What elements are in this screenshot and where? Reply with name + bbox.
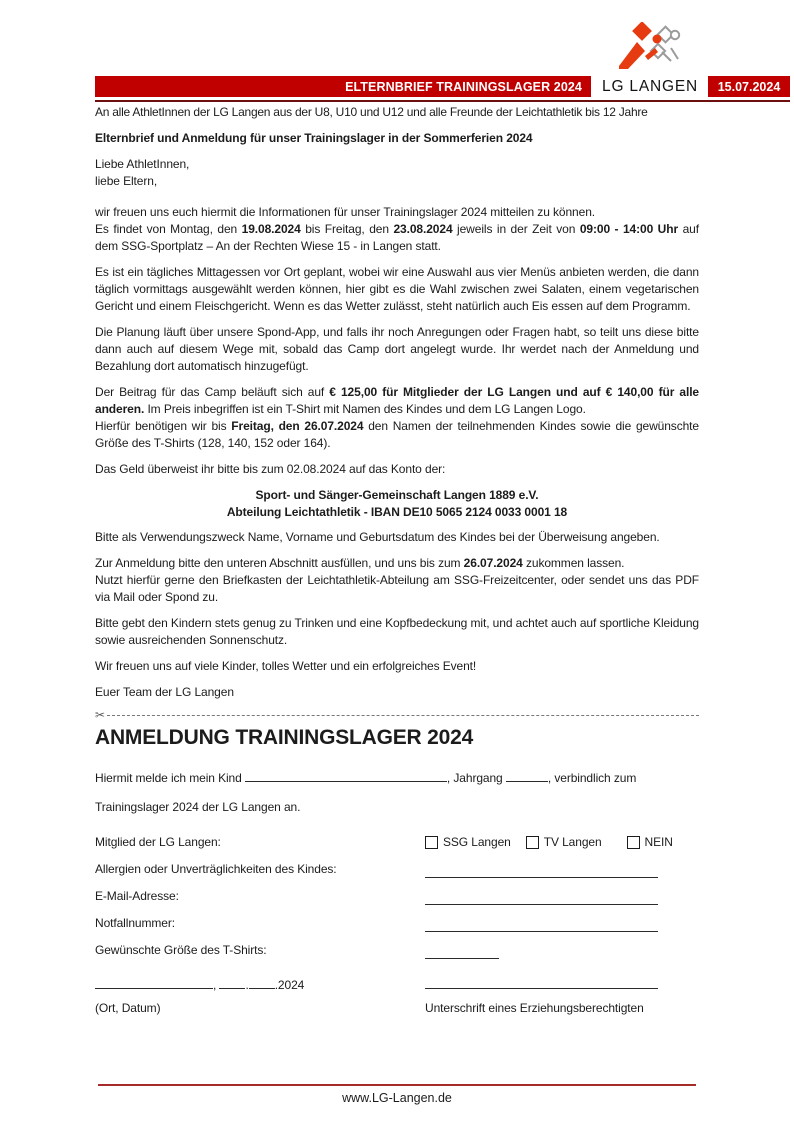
cut-here-line — [95, 710, 699, 720]
paragraph-reference: Bitte als Verwendungszweck Name, Vorname und Geburtsdatum des Kindes bei der Überweisung angeben. — [95, 530, 660, 544]
emergency-number-label: Notfallnummer: — [95, 916, 175, 930]
paragraph-meals: Es ist ein tägliches Mittagessen vor Ort geplant, wobei wir eine Auswahl aus vier Menüs anbieten werden, die dann täglich vormittags ausgewählt werden können, hier gibt es die Wahl zwischen zwei Salaten, einem vegetarischen Gericht und einem Fleischgericht. Wenn es das Wetter zulässt, steht natürlich auch Eis essen auf dem Programm. — [95, 265, 699, 313]
form-row-emergency-number — [95, 915, 699, 932]
signature-labels — [95, 1000, 699, 1017]
recipient-line: An alle AthletInnen der LG Langen aus der U8, U10 und U12 und alle Freunde der Leichtathletik bis 12 Jahre — [95, 105, 648, 119]
signature-line[interactable] — [425, 975, 658, 994]
letter-body — [95, 104, 699, 1017]
date-badge — [708, 76, 790, 97]
dashed-rule — [107, 715, 699, 716]
header-divider — [95, 100, 790, 102]
form-intro-line2: Trainingslager 2024 der LG Langen an. — [95, 800, 301, 814]
checkbox-icon[interactable] — [425, 836, 438, 849]
date-text: 15.07.2024 — [717, 79, 781, 94]
signature-row — [95, 975, 699, 994]
banner-title: ELTERNBRIEF TRAININGSLAGER 2024 — [345, 79, 582, 94]
team-signature: Euer Team der LG Langen — [95, 685, 234, 699]
salutation-line: liebe Eltern, — [95, 174, 158, 188]
tshirt-size-input-line[interactable] — [425, 945, 499, 959]
signature-label: Unterschrift eines Erziehungsberechtigten — [425, 1001, 644, 1015]
allergies-input-line[interactable] — [425, 864, 658, 878]
checkbox-label: NEIN — [644, 835, 673, 849]
paragraph-closing: Wir freuen uns auf viele Kinder, tolles Wetter und ein erfolgreiches Event! — [95, 659, 477, 673]
form-row-membership — [95, 834, 699, 851]
paragraph-fee: Der Beitrag für das Camp beläuft sich auf € 125,00 für Mitglieder der LG Langen und auf € 140,00 für alle anderen. Im Preis inbegriffen ist ein T-Shirt mit Namen des Kindes und dem LG Langen Logo. Hierfür benötigen wir bis Freitag, den 26.07.2024 den Namen der teilnehmenden Kindes sowie die gewünschte Größe des T-Shirts (128, 140, 152 oder 164). — [95, 385, 700, 450]
paragraph-registration: Zur Anmeldung bitte den unteren Abschnitt ausfüllen, und uns bis zum 26.07.2024 zukommen lassen. Nutzt hierfür gerne den Briefkasten der Leichtathletik-Abteilung am SSG-Freizeitcenter, oder sendet uns das PDF via Mail oder Spond zu. — [95, 556, 699, 604]
tshirt-size-label: Gewünschte Größe des T-Shirts: — [95, 943, 267, 957]
checkbox-icon[interactable] — [526, 836, 539, 849]
salutation — [95, 156, 699, 190]
runner-logo-icon — [615, 22, 693, 76]
logo-wordmark: LG LANGEN — [602, 78, 698, 95]
checkbox-label: SSG Langen — [443, 835, 511, 849]
emergency-number-input-line[interactable] — [425, 918, 658, 932]
email-input-line[interactable] — [425, 891, 658, 905]
paragraph-spond: Die Planung läuft über unsere Spond-App, und falls ihr noch Anregungen oder Fragen habt, so teilt uns diese bitte dann auch auf diesem Wege mit, sobald das Camp dort angelegt wurde. Ihr werdet nach der Anmeldung und Bezahlung dort automatisch hinzugefügt. — [95, 325, 699, 373]
checkbox-nein[interactable] — [627, 834, 673, 851]
form-title: ANMELDUNG TRAININGSLAGER 2024 — [95, 726, 474, 749]
allergies-label: Allergien oder Unverträglichkeiten des Kindes: — [95, 862, 337, 876]
scissors-icon: ✂ — [95, 708, 105, 722]
header-banner — [95, 76, 591, 97]
membership-options — [425, 834, 673, 851]
form-intro-line1: Hiermit melde ich mein Kind , Jahrgang , verbindlich zum — [95, 768, 699, 787]
footer-website: www.LG-Langen.de — [342, 1091, 452, 1105]
checkbox-icon[interactable] — [627, 836, 640, 849]
form-row-allergies — [95, 861, 699, 878]
checkbox-ssg-langen[interactable] — [425, 834, 511, 851]
paragraph-reminders: Bitte gebt den Kindern stets genug zu Trinken und eine Kopfbedeckung mit, und achtet auch auf sportliche Kleidung sowie ausreichenden Sonnenschutz. — [95, 616, 699, 647]
paragraph-info-intro: wir freuen uns euch hiermit die Informationen für unser Trainingslager 2024 mitteilen zu können. Es findet von Montag, den 19.08.2024 bis Freitag, den 23.08.2024 jeweils in der Zeit von 09:00 - 14:00 Uhr auf dem SSG-Sportplatz – An der Rechten Wiese 15 - in Langen statt. — [95, 205, 699, 253]
place-date-line[interactable]: , . .2024 — [95, 975, 425, 994]
footer-divider — [98, 1084, 696, 1086]
place-date-label: (Ort, Datum) — [95, 1001, 161, 1015]
paragraph-transfer: Das Geld überweist ihr bitte bis zum 02.08.2024 auf das Konto der: — [95, 462, 446, 476]
membership-label: Mitglied der LG Langen: — [95, 835, 221, 849]
email-label: E-Mail-Adresse: — [95, 889, 179, 903]
bank-details — [95, 487, 699, 521]
checkbox-label: TV Langen — [543, 835, 602, 849]
checkbox-tv-langen[interactable] — [526, 834, 602, 851]
form-row-tshirt-size — [95, 942, 699, 959]
document-header — [0, 0, 794, 104]
salutation-line: Liebe AthletInnen, — [95, 157, 190, 171]
form-row-email — [95, 888, 699, 905]
subject-line: Elternbrief und Anmeldung für unser Trainingslager in der Sommerferien 2024 — [95, 131, 533, 145]
bank-name: Sport- und Sänger-Gemeinschaft Langen 1889 e.V. — [255, 488, 539, 502]
bank-iban: Abteilung Leichtathletik - IBAN DE10 5065 2124 0033 0001 18 — [226, 505, 568, 519]
lg-langen-logo — [604, 22, 704, 81]
